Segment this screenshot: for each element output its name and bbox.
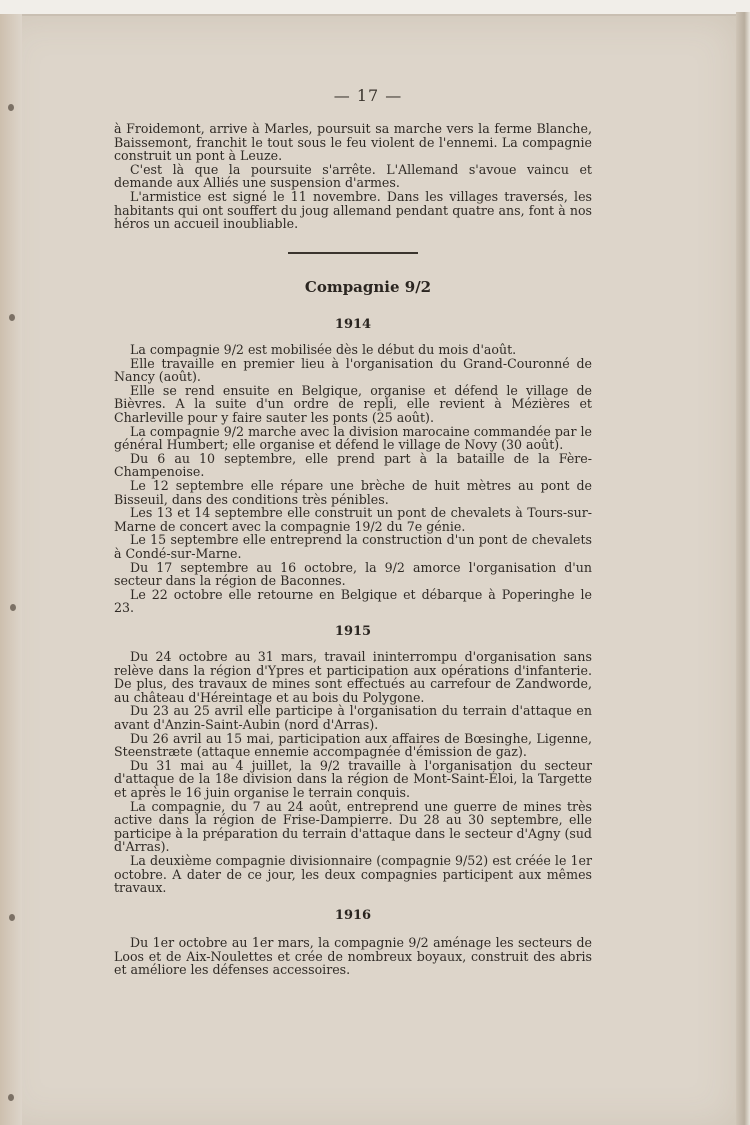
paragraph: Du 17 septembre au 16 octobre, la 9/2 amorce l'organisation d'un secteur dans la région de Baconnes.: [114, 559, 592, 589]
paragraph: Le 22 octobre elle retourne en Belgique et débarque à Poperinghe le 23.: [114, 586, 592, 616]
paragraph: Du 23 au 25 avril elle participe à l'organisation du terrain d'attaque en avant d'Anzin-Saint-Aubin (nord d'Arras).: [114, 703, 592, 732]
paragraph: La compagnie, du 7 au 24 août, entreprend une guerre de mines très active dans la région de Frise-Dampierre. Du 28 au 30 septembre, elle participe à la préparation du terrain d'attaque dans le secteur d'Agny (sud d'Arras).: [114, 798, 592, 855]
paragraph: L'armistice est signé le 11 novembre. Dans les villages traversés, les habitants qui ont souffert du joug allemand pendant quatre ans, font à nos héros un accueil inoubliable.: [114, 188, 592, 232]
paragraph: Les 13 et 14 septembre elle construit un pont de chevalets à Tours-sur-Marne de concert avec la compagnie 19/2 du 7e génie.: [114, 505, 592, 534]
section-title: Compagnie 9/2: [304, 278, 432, 296]
binding-hole: [10, 604, 16, 611]
paragraph: La compagnie 9/2 est mobilisée dès le début du mois d'août.: [130, 342, 517, 357]
paragraph: Le 12 septembre elle répare une brèche de huit mètres au pont de Bisseuil, dans des conditions très pénibles.: [114, 477, 592, 507]
year-heading-1914: 1914: [334, 317, 372, 332]
paragraph: La deuxième compagnie divisionnaire (compagnie 9/52) est créée le 1er octobre. A dater de ce jour, les deux compagnies participent aux mêmes travaux.: [114, 852, 592, 896]
text-1914: [114, 343, 592, 615]
paragraph: Du 1er octobre au 1er mars, la compagnie 9/2 aménage les secteurs de Loos et de Aix-Noulettes et crée de nombreux boyaux, construit des abris et améliore les défenses accessoires.: [114, 935, 592, 978]
paragraph: Elle se rend ensuite en Belgique, organise et défend le village de Bièvres. A la suite d'un ordre de repli, elle revient à Mézières et Charleville pour y faire sauter les ponts (25 août).: [114, 382, 592, 425]
paragraph: C'est là que la poursuite s'arrête. L'Allemand s'avoue vaincu et demande aux Alliés une suspension d'armes.: [114, 161, 592, 191]
binding-hole: [8, 1094, 14, 1101]
text-1916: [114, 936, 592, 977]
paragraph: La compagnie 9/2 marche avec la division marocaine commandée par le général Humbert; elle organise et défend le village de Novy (30 août).: [114, 423, 592, 453]
paragraph: Du 26 avril au 15 mai, participation aux affaires de Bœsinghe, Ligenne, Steenstræte (attaque ennemie accompagnée d'émission de gaz).: [114, 730, 592, 760]
intro-text: [114, 122, 592, 231]
page-edge: [736, 12, 750, 1125]
text-1915: [114, 650, 592, 895]
page-number: — 17 —: [333, 86, 403, 105]
year-heading-1915: 1915: [334, 624, 372, 639]
paragraph: à Froidemont, arrive à Marles, poursuit sa marche vers la ferme Blanche, Baissemont, franchit le tout sous le feu violent de l'ennemi. La compagnie construit un pont à Leuze.: [114, 121, 592, 164]
paragraph: Du 24 octobre au 31 mars, travail ininterrompu d'organisation sans relève dans la région d'Ypres et participation aux opérations d'infanterie. De plus, des travaux de mines sont effectués au carrefour de Zandworde, au château d'Héreintage et au bois du Polygone.: [114, 649, 592, 705]
paragraph: Du 6 au 10 septembre, elle prend part à la bataille de la Fère-Champenoise.: [114, 450, 592, 480]
paragraph: Elle travaille en premier lieu à l'organisation du Grand-Couronné de Nancy (août).: [114, 355, 592, 385]
section-divider: [288, 252, 418, 254]
paragraph: Le 15 septembre elle entreprend la construction d'un pont de chevalets à Condé-sur-Marne.: [114, 532, 592, 561]
binding-hole: [8, 104, 14, 111]
binding-edge: [0, 14, 22, 1125]
paragraph: Du 31 mai au 4 juillet, la 9/2 travaille à l'organisation du secteur d'attaque de la 18e division dans la région de Mont-Saint-Éloi, la Targette et après le 16 juin organise le terrain conquis.: [114, 757, 592, 800]
year-heading-1916: 1916: [334, 908, 372, 923]
